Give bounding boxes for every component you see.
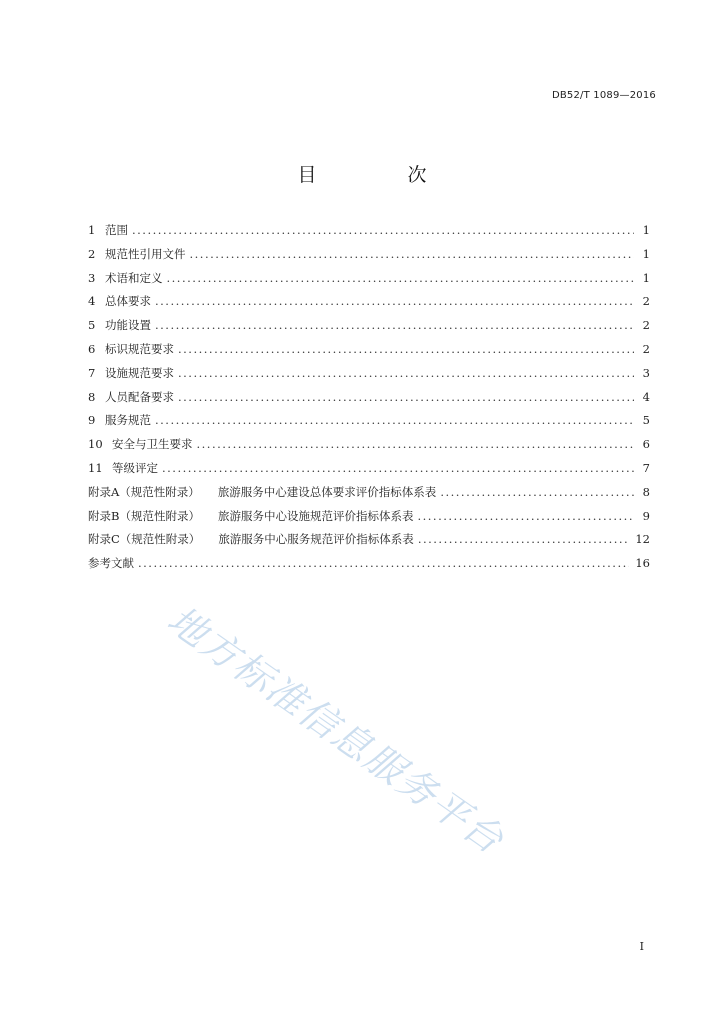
toc-entry-label: 范围: [105, 223, 128, 237]
toc-entry-page: 9: [642, 508, 650, 523]
toc-entry-page: 2: [642, 294, 650, 309]
toc-entry-8[interactable]: [88, 386, 650, 410]
appendix-prefix: 附录A（规范性附录）: [88, 484, 200, 499]
toc-entry-label: 等级评定: [112, 460, 158, 475]
appendix-label: 旅游服务中心建设总体要求评价指标体系表: [217, 484, 437, 499]
toc-entry-number: 11: [88, 460, 103, 475]
toc-entry-page: 1: [642, 246, 650, 261]
toc-entry-number: 5: [88, 318, 96, 333]
appendix-label: 旅游服务中心服务规范评价指标体系表: [218, 532, 414, 547]
table-of-contents: [88, 219, 650, 576]
toc-entry-number: 1: [88, 223, 96, 237]
toc-entry-page: 1: [642, 270, 650, 285]
appendix-prefix: 附录C（规范性附录）: [88, 532, 201, 547]
document-code: DB52/T 1089—2016: [551, 90, 656, 101]
toc-entry-label: 服务规范: [105, 413, 151, 428]
toc-entry-number: 3: [88, 270, 96, 285]
toc-entry-label: 设施规范要求: [105, 365, 174, 380]
page-title: 目 次: [297, 164, 463, 186]
appendix-prefix: 附录B（规范性附录）: [88, 508, 200, 523]
toc-entry-label: 安全与卫生要求: [112, 437, 193, 452]
toc-entry-label: 术语和定义: [105, 270, 163, 285]
toc-entry-7[interactable]: [88, 362, 650, 386]
toc-appendix-a[interactable]: [88, 481, 650, 505]
dot-leader: [167, 267, 635, 291]
toc-entry-page: 7: [642, 460, 650, 475]
dot-leader: [178, 362, 634, 386]
dot-leader: [155, 314, 634, 338]
toc-entry-2[interactable]: [88, 243, 650, 267]
toc-entry-10[interactable]: [88, 433, 650, 457]
dot-leader: [417, 505, 634, 529]
toc-entry-page: 5: [642, 413, 650, 428]
dot-leader: [440, 481, 634, 505]
toc-entry-label: 规范性引用文件: [105, 246, 186, 261]
dot-leader: [155, 409, 634, 433]
toc-entry-5[interactable]: [88, 314, 650, 338]
toc-entry-11[interactable]: [88, 457, 650, 481]
toc-entry-number: 4: [88, 294, 96, 309]
toc-entry-page: 4: [642, 389, 650, 404]
toc-entry-number: 6: [88, 341, 96, 356]
dot-leader: [132, 219, 634, 243]
toc-appendix-c[interactable]: [88, 528, 650, 552]
toc-entry-number: 8: [88, 389, 96, 404]
page-number: I: [639, 940, 644, 953]
appendix-label: 旅游服务中心设施规范评价指标体系表: [217, 508, 414, 523]
dot-leader: [178, 338, 634, 362]
toc-entry-label: 人员配备要求: [105, 389, 174, 404]
toc-entry-page: 8: [642, 484, 650, 499]
watermark: 地方标准信息服务平台: [159, 597, 513, 863]
toc-entry-page: 3: [642, 365, 650, 380]
toc-entry-number: 10: [88, 437, 103, 452]
dot-leader: [138, 552, 629, 576]
toc-entry-3[interactable]: [88, 267, 650, 291]
toc-entry-page: 1: [642, 223, 650, 237]
dot-leader: [155, 290, 634, 314]
toc-entry-page: 16: [635, 556, 650, 571]
toc-entry-number: 2: [88, 246, 96, 261]
toc-entry-page: 12: [635, 532, 650, 547]
toc-entry-page: 2: [642, 318, 650, 333]
dot-leader: [162, 457, 634, 481]
toc-entry-label: 标识规范要求: [105, 341, 174, 356]
toc-appendix-b[interactable]: [88, 505, 650, 529]
toc-entry-6[interactable]: [88, 338, 650, 362]
references-label: 参考文献: [88, 556, 134, 571]
dot-leader: [190, 243, 635, 267]
toc-entry-1[interactable]: [88, 219, 650, 243]
toc-entry-label: 总体要求: [105, 294, 151, 309]
toc-entry-number: 7: [88, 365, 96, 380]
toc-references[interactable]: [88, 552, 650, 576]
toc-entry-4[interactable]: [88, 290, 650, 314]
dot-leader: [178, 386, 634, 410]
toc-entry-label: 功能设置: [105, 318, 151, 333]
toc-entry-number: 9: [88, 413, 96, 428]
toc-entry-page: 6: [642, 437, 650, 452]
dot-leader: [197, 433, 635, 457]
toc-entry-page: 2: [642, 341, 650, 356]
toc-entry-9[interactable]: [88, 409, 650, 433]
dot-leader: [418, 528, 630, 552]
